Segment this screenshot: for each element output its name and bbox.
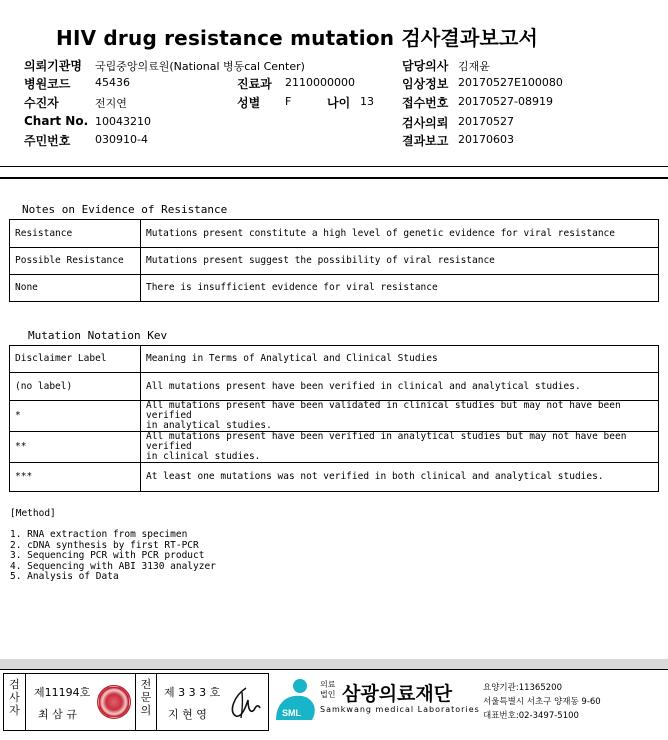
table-row [10,432,659,463]
notation-label: *** [10,463,141,492]
notation-label: * [10,401,141,432]
table-row [10,463,659,492]
method-step: 2. cDNA synthesis by first RT-PCR [10,539,199,551]
table-row [10,401,659,432]
notation-text-line: All mutations present have been verified in analytical studies but may not have been verified [146,431,627,452]
approver-label [135,674,157,730]
logo-text: SML [282,708,301,718]
sex-label: 성별 [237,96,261,110]
approver-license: 제 3 3 3 호 [164,686,221,699]
inspector-label [4,674,26,730]
signature-box [3,673,269,731]
doctor-label: 담당의사 [402,59,449,73]
notation-text-line: All mutations present have been verified in clinical and analytical studies. [146,380,581,392]
collector-label: 수진자 [24,96,59,110]
notation-text-line: All mutations present have been validated in clinical studies but may not have been verified [146,400,621,421]
hospital-code-value: 45436 [95,76,130,89]
evidence-label: Possible Resistance [10,248,141,275]
institution-label: 의뢰기관명 [24,59,82,73]
notation-label: (no label) [10,373,141,401]
clinical-info-value: 20170527E100080 [458,76,563,89]
approver-label-text: 전문의 [140,678,152,717]
table-row [10,373,659,401]
age-value: 13 [360,95,374,108]
department-label: 진료과 [237,77,272,91]
method-heading: [Method] [10,508,56,519]
clinical-info-label: 임상정보 [402,77,449,91]
notation-text-line: At least one mutations was not verified in both clinical and analytical studies. [146,471,604,482]
sex-value: F [285,95,292,108]
inspector-name: 최 삼 규 [38,708,77,721]
notation-text [141,373,659,401]
collector-value: 전지연 [95,97,127,110]
method-step: 4. Sequencing with ABI 3130 analyzer [10,560,216,572]
footer-band [0,659,668,669]
resident-no-label: 주민번호 [24,134,71,148]
evidence-table [9,219,659,302]
receipt-no-label: 접수번호 [402,96,449,110]
chart-no-label: Chart No. [24,114,89,128]
header-divider-bottom [0,177,668,179]
department-value: 2110000000 [285,76,355,89]
table-row [10,220,659,248]
notation-text-line: in analytical studies. [146,420,272,431]
notation-header-text: Meaning in Terms of Analytical and Clinical Studies [141,346,659,373]
org-english-name: Samkwang medical Laboratories [320,705,480,714]
table-row [10,275,659,302]
age-label: 나이 [327,96,351,110]
seal-stamp-icon [97,685,131,719]
notation-heading: Mutation Notation Kev [28,329,168,342]
evidence-heading: Notes on Evidence of Resistance [22,203,228,216]
request-date-value: 20170527 [458,115,514,128]
notation-text [141,463,659,492]
notation-text [141,401,659,432]
org-address: 서울특별시 서초구 양재동 9-60 [483,697,601,707]
notation-table [9,345,659,492]
approver-name: 지 현 영 [168,708,207,721]
receipt-no-value: 20170527-08919 [458,95,553,108]
evidence-text: Mutations present constitute a high level of genetic evidence for viral resistance [141,220,659,248]
method-step: 3. Sequencing PCR with PCR product [10,550,205,561]
resident-no-value: 030910-4 [95,133,148,146]
report-title: HIV drug resistance mutation 검사결과보고서 [56,26,539,50]
header-divider-top [0,166,668,167]
doctor-value: 김재윤 [458,60,490,73]
evidence-label: None [10,275,141,302]
institution-value: 국립중앙의료원(National 병동cal Center) [95,60,305,73]
org-type: 의료법인 [320,680,336,699]
hospital-code-label: 병원코드 [24,77,71,91]
org-code: 요양기관:11365200 [483,683,562,693]
org-phone: 대표번호:02-3497-5100 [483,711,579,721]
notation-text-line: in clinical studies. [146,451,261,462]
signature-icon [224,682,264,722]
report-date-label: 결과보고 [402,134,449,148]
org-name: 삼광의료재단 [342,683,453,705]
evidence-text: Mutations present suggest the possibility of viral resistance [141,248,659,275]
notation-header-label: Disclaimer Label [10,346,141,373]
notation-label: ** [10,432,141,463]
chart-no-value: 10043210 [95,115,151,128]
method-step: 5. Analysis of Data [10,571,119,582]
sml-logo-icon [272,676,318,728]
inspector-label-text: 검사자 [9,678,20,717]
table-row [10,346,659,373]
evidence-label: Resistance [10,220,141,248]
table-row [10,248,659,275]
method-steps [10,530,216,583]
request-date-label: 검사의뢰 [402,116,449,130]
footer-divider [0,669,668,670]
notation-text [141,432,659,463]
evidence-text: There is insufficient evidence for viral resistance [141,275,659,302]
method-step: 1. RNA extraction from specimen [10,529,188,540]
report-date-value: 20170603 [458,133,514,146]
inspector-license: 제11194호 [34,686,91,699]
